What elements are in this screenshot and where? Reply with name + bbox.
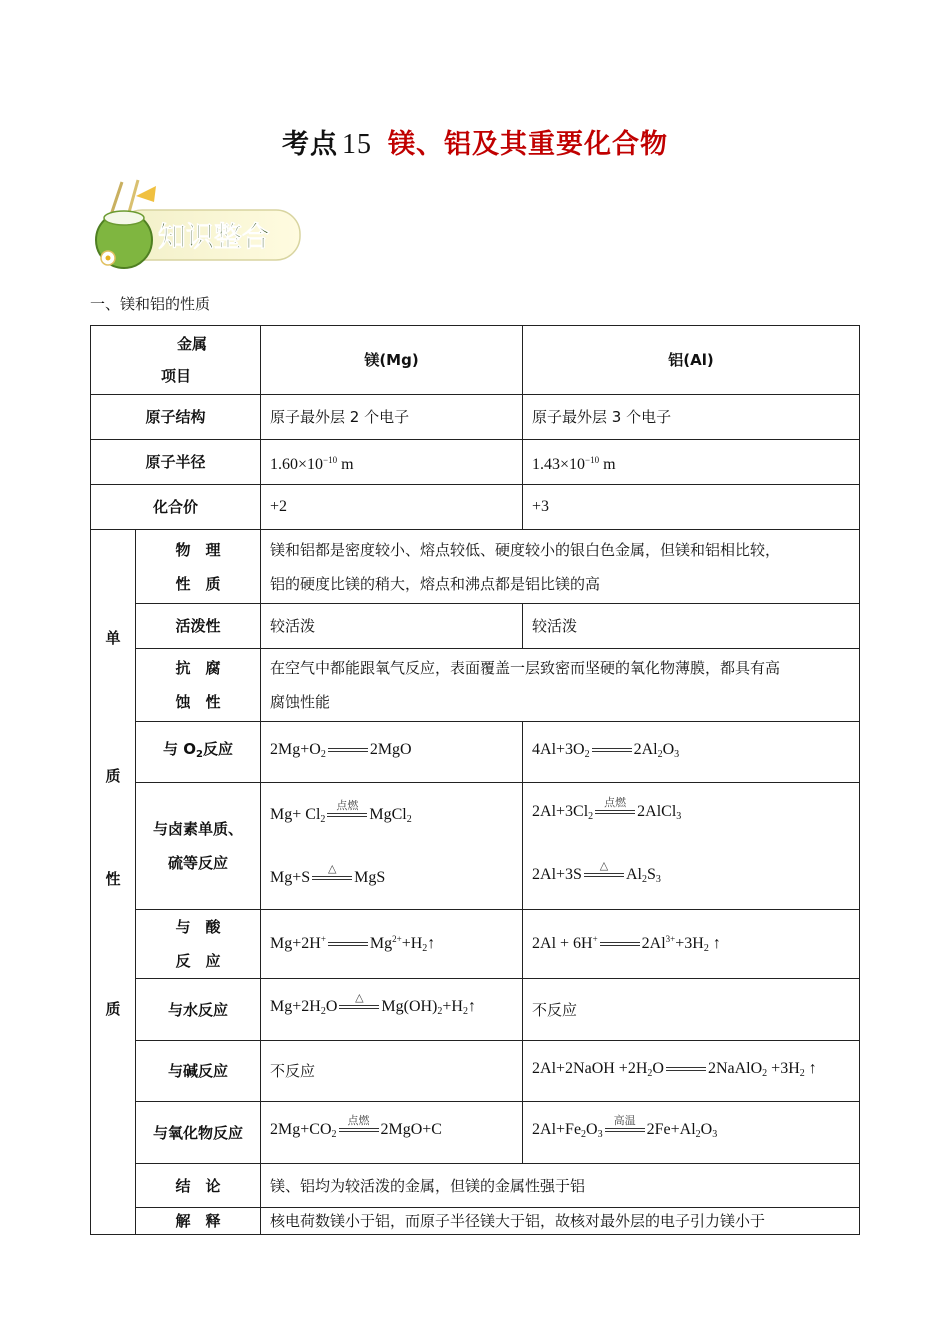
table-row <box>91 395 860 440</box>
knowledge-banner <box>88 178 306 274</box>
equals-arrow: △ <box>584 870 624 880</box>
title-topic: 镁、铝及其重要化合物 <box>388 129 668 160</box>
row-label: 物 理 性 质 <box>136 530 261 604</box>
cell-al: $2Al+3Cl_2$ 点燃 2AlCl$_3$ 2Al+3S △ $Al_2S_3$ <box>523 783 860 910</box>
page-title <box>0 122 950 161</box>
cell-al: +3 <box>523 485 860 530</box>
cell-text: 镁、铝均为较活泼的金属，但镁的金属性强于铝 <box>261 1164 860 1208</box>
row-label: 与 $O_2$反应 <box>136 722 261 783</box>
cell-mg: $Mg+2H_2O$ △ $Mg(OH)_2+H_2↑$ <box>261 979 523 1041</box>
cell-mg: $2Mg+O_2$ 2MgO <box>261 722 523 783</box>
cell-mg: Mg+2H+ $Mg^{2+}+H_2↑$ <box>261 910 523 979</box>
cell-text: 核电荷数镁小于铝，而原子半径镁大于铝，故核对最外层的电子引力镁小于 <box>261 1208 860 1235</box>
equals-arrow: △ <box>339 1002 379 1012</box>
table-row <box>91 1102 860 1164</box>
corner-metal: 金属 <box>177 335 208 353</box>
table-row <box>91 440 860 485</box>
umbrella-icon <box>136 186 156 202</box>
cell-al: 2Al + 6H+ $2Al^{3+}+3H_2$ ↑ <box>523 910 860 979</box>
cell-text: 镁和铝都是密度较小、熔点较低、硬度较小的银白色金属，但镁和铝相比较， 铝的硬度比镁的稍大，熔点和沸点都是铝比镁的高 <box>261 530 860 604</box>
equals-arrow <box>592 745 632 755</box>
cell-al: $1.43\times 10^{-10}$ m <box>523 440 860 485</box>
table-row <box>91 485 860 530</box>
row-label: 原子结构 <box>91 395 261 440</box>
equals-arrow: 点燃 <box>339 1125 379 1135</box>
row-label: 活泼性 <box>136 604 261 649</box>
corner-item: 项目 <box>161 367 192 385</box>
cell-mg: 较活泼 <box>261 604 523 649</box>
table-header-row <box>91 326 860 395</box>
title-number: 15 <box>342 129 372 160</box>
row-label: 与 酸 反 应 <box>136 910 261 979</box>
row-label: 解 释 <box>136 1208 261 1235</box>
equals-arrow <box>600 939 640 949</box>
table-row <box>91 910 860 979</box>
table-row <box>91 604 860 649</box>
header-mg: 镁(Mg) <box>261 326 523 395</box>
cell-al: 2Al+2NaOH $+2H_2O$ 2NaAlO$_2$ $+3H_2$ ↑ <box>523 1041 860 1102</box>
equals-arrow: △ <box>312 873 352 883</box>
banner-text: 知识整合 <box>158 220 271 253</box>
table-row <box>91 530 860 604</box>
equals-arrow: 高温 <box>605 1125 645 1135</box>
equals-arrow <box>328 745 368 755</box>
table-row <box>91 722 860 783</box>
cell-mg: $1.60\times 10^{-10}$ m <box>261 440 523 485</box>
row-label: 结 论 <box>136 1164 261 1208</box>
cell-mg: $Mg+ Cl_2$ 点燃 MgCl$_2$ Mg+S △ MgS <box>261 783 523 910</box>
table-row <box>91 649 860 722</box>
row-label: 与氧化物反应 <box>136 1102 261 1164</box>
cell-text: 在空气中都能跟氧气反应，表面覆盖一层致密而坚硬的氧化物薄膜，都具有高 腐蚀性能 <box>261 649 860 722</box>
title-prefix: 考点 <box>282 129 338 160</box>
cell-al: $2Al+Fe_2O_3$ 高温 $2Fe+Al_2O_3$ <box>523 1102 860 1164</box>
group-label <box>91 530 136 1235</box>
group-char: 质 <box>105 1000 121 1018</box>
table-row <box>91 783 860 910</box>
cell-mg: +2 <box>261 485 523 530</box>
equals-arrow: 点燃 <box>327 810 367 820</box>
table-row <box>91 979 860 1041</box>
group-char: 单 <box>105 629 121 647</box>
equals-arrow <box>328 939 368 949</box>
corner-header <box>91 326 261 395</box>
row-label: 化合价 <box>91 485 261 530</box>
equals-arrow: 点燃 <box>595 807 635 817</box>
cell-al: $4Al+3O_2$ $2Al_2O_3$ <box>523 722 860 783</box>
cell-mg: 不反应 <box>261 1041 523 1102</box>
cell-al: 原子最外层 3 个电子 <box>523 395 860 440</box>
table-row <box>91 1208 860 1235</box>
row-label: 原子半径 <box>91 440 261 485</box>
cell-al: 不反应 <box>523 979 860 1041</box>
properties-table <box>90 325 860 1235</box>
group-char: 性 <box>105 870 121 888</box>
group-char: 质 <box>105 767 121 785</box>
section-heading: 一、镁和铝的性质 <box>90 295 211 313</box>
equals-arrow <box>666 1064 706 1074</box>
cell-mg: 原子最外层 2 个电子 <box>261 395 523 440</box>
cell-al: 较活泼 <box>523 604 860 649</box>
row-label: 抗 腐 蚀 性 <box>136 649 261 722</box>
row-label: 与水反应 <box>136 979 261 1041</box>
header-al: 铝(Al) <box>523 326 860 395</box>
cell-mg: $2Mg+CO_2$ 点燃 2MgO+C <box>261 1102 523 1164</box>
table-row <box>91 1164 860 1208</box>
table-row <box>91 1041 860 1102</box>
row-label: 与碱反应 <box>136 1041 261 1102</box>
row-label: 与卤素单质、 硫等反应 <box>136 783 261 910</box>
